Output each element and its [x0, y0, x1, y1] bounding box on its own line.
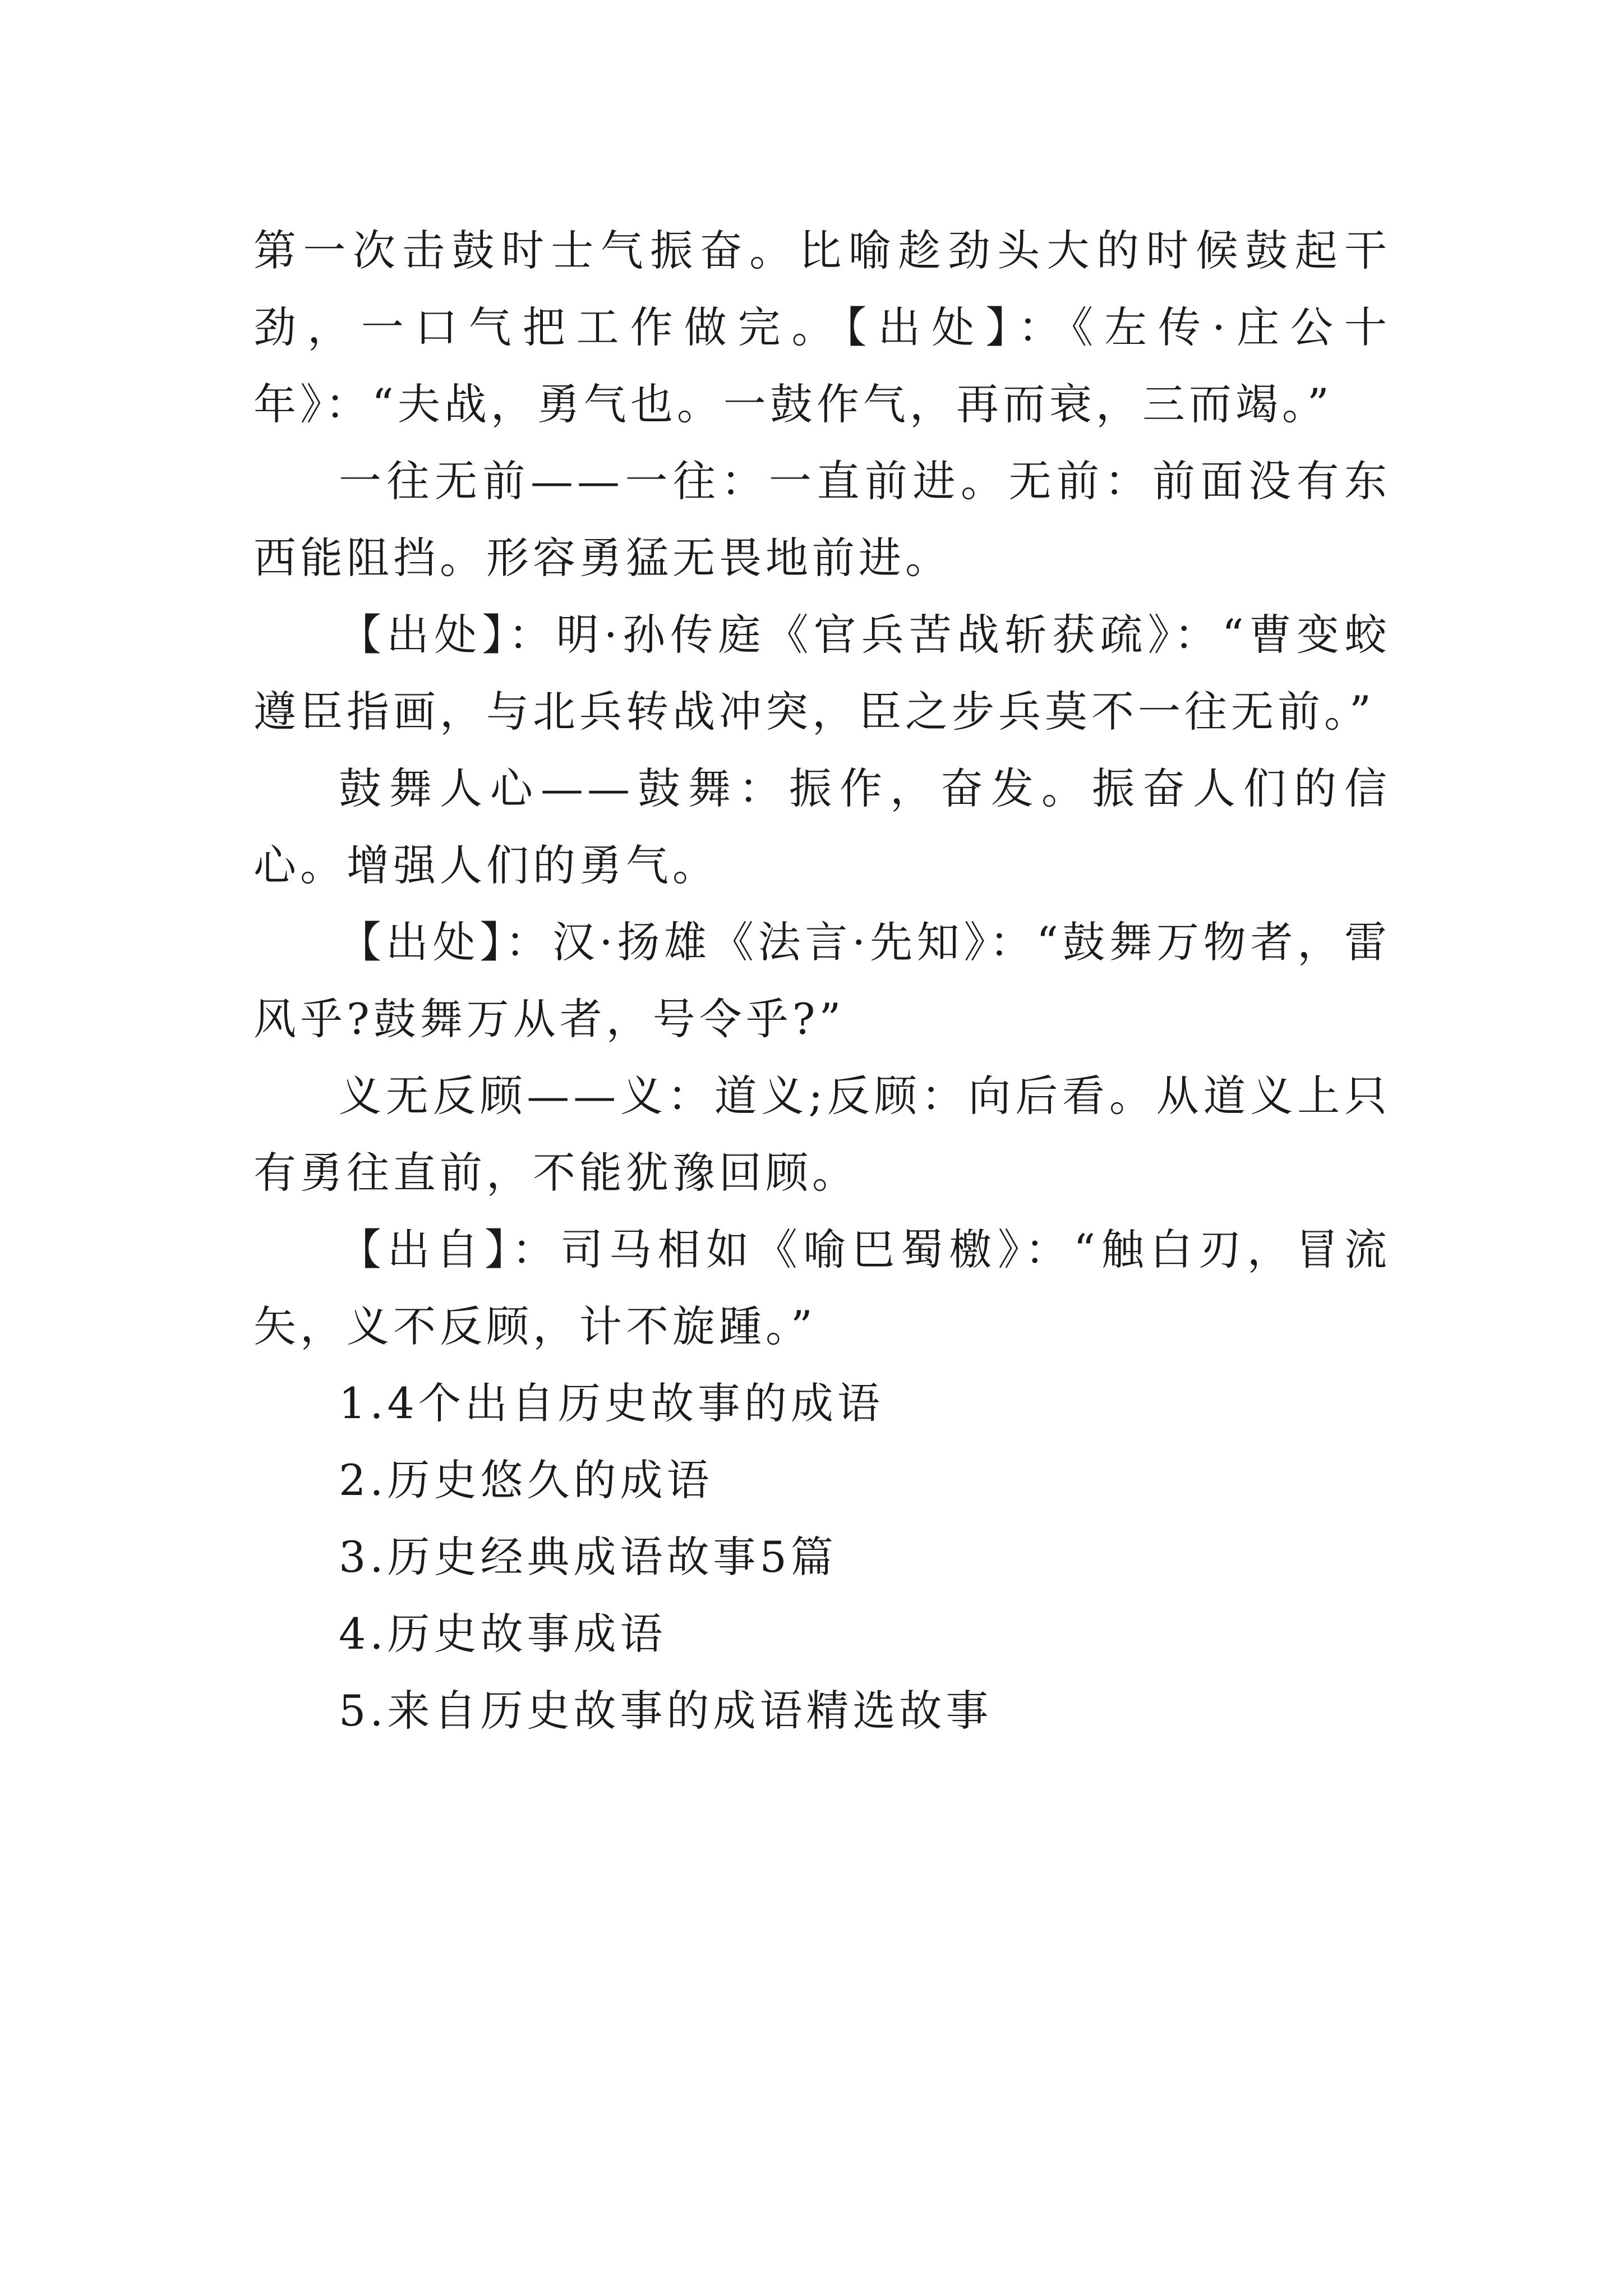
related-link-3[interactable]: 3.历史经典成语故事5篇 — [339, 1532, 837, 1582]
paragraph-yiwang-wuqian-source: 【出处】：明·孙传庭《官兵苦战斩获疏》：“曹变蛟遵臣指画，与北兵转战冲突，臣之步兵莫不一往无前。” — [253, 610, 1391, 737]
document-body — [253, 212, 1391, 1749]
paragraph-guwu-renxin-source: 【出处】：汉·扬雄《法言·先知》：“鼓舞万物者，雷风乎?鼓舞万从者，号令乎?” — [253, 917, 1391, 1044]
paragraph-yiwang-wuqian: 一往无前——一往：一直前进。无前：前面没有东西能阻挡。形容勇猛无畏地前进。 — [253, 456, 1391, 583]
related-link-5[interactable]: 5.来自历史故事的成语精选故事 — [339, 1686, 993, 1736]
paragraph-guwu-renxin: 鼓舞人心——鼓舞：振作，奋发。振奋人们的信心。增强人们的勇气。 — [253, 763, 1391, 890]
related-links-list — [253, 1365, 1391, 1749]
paragraph-yiwu-fangu-source: 【出自】：司马相如《喻巴蜀檄》：“触白刃，冒流矢，义不反顾，计不旋踵。” — [253, 1225, 1391, 1351]
related-link-2[interactable]: 2.历史悠久的成语 — [339, 1455, 713, 1505]
related-link-4[interactable]: 4.历史故事成语 — [339, 1609, 667, 1659]
paragraph-yigu-zuoqi: 第一次击鼓时士气振奋。比喻趁劲头大的时候鼓起干劲，一口气把工作做完。【出处】：《左传·庄公十年》：“夫战，勇气也。一鼓作气，再而衰，三而竭。” — [253, 226, 1391, 429]
related-link-1[interactable]: 1.4个出自历史故事的成语 — [339, 1378, 884, 1428]
paragraph-yiwu-fangu: 义无反顾——义：道义;反顾：向后看。从道义上只有勇往直前，不能犹豫回顾。 — [253, 1071, 1391, 1198]
